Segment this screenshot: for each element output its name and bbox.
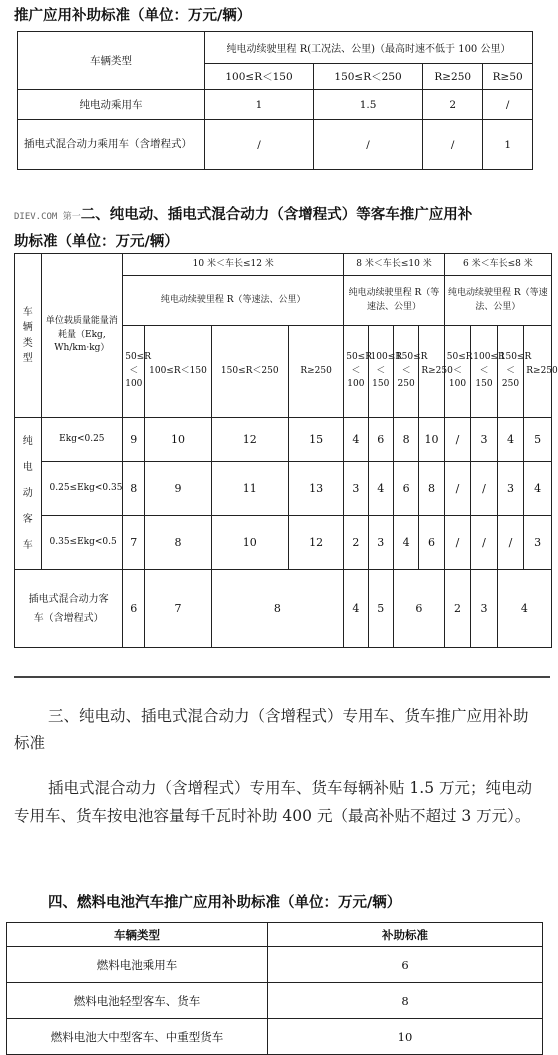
range-header: 150≤R＜250 <box>314 64 423 90</box>
table-cell: 1.5 <box>314 90 423 120</box>
range-header: 50≤R＜100 <box>123 326 145 418</box>
table-cell: / <box>444 516 471 570</box>
row-label: 纯电动乘用车 <box>18 90 205 120</box>
table-cell: 8 <box>393 418 418 462</box>
table-cell: / <box>423 120 483 170</box>
table-cell: 9 <box>145 462 211 516</box>
table-cell: 3 <box>368 516 393 570</box>
table-cell: 2 <box>444 570 471 648</box>
range-header: 50≤R＜100 <box>444 326 471 418</box>
ekg-label: 0.25≤Ekg<0.35 <box>41 462 123 516</box>
ekg-label: Ekg<0.25 <box>41 418 123 462</box>
length-group-header: 6 米＜车长≤8 米 <box>444 254 551 276</box>
table-cell: 4 <box>497 570 551 648</box>
table-cell: 12 <box>288 516 343 570</box>
watermark: DIEV.COM 第一 <box>14 212 81 222</box>
section3-title: 三、纯电动、插电式混合动力（含增程式）专用车、货车推广应用补助标准 <box>14 707 529 752</box>
passenger-car-subsidy-table <box>17 31 533 170</box>
vehicle-type-cell: 燃料电池轻型客车、货车 <box>7 983 268 1019</box>
table-cell: 10 <box>419 418 444 462</box>
length-group-header: 10 米＜车长≤12 米 <box>123 254 344 276</box>
table-cell: 6 <box>368 418 393 462</box>
energy-consumption-header: 单位载质量能量消耗量（Ekg, Wh/km·kg） <box>41 254 123 418</box>
table-cell: 5 <box>368 570 393 648</box>
section1-title: 推广应用补助标准（单位：万元/辆） <box>14 8 252 24</box>
row-label: 插电式混合动力乘用车（含增程式） <box>18 120 205 170</box>
section2-title-line2: 助标准（单位：万元/辆） <box>14 234 179 250</box>
table-cell: / <box>471 462 498 516</box>
table-cell: 1 <box>205 90 314 120</box>
ekg-label: 0.35≤Ekg<0.5 <box>41 516 123 570</box>
table-cell: / <box>444 418 471 462</box>
divider <box>14 676 550 678</box>
range-header: 100≤R＜150 <box>145 326 211 418</box>
table-cell: 4 <box>344 570 368 648</box>
table-cell: / <box>444 462 471 516</box>
table-cell: 3 <box>471 570 498 648</box>
subsidy-cell: 10 <box>268 1019 543 1055</box>
table-cell: 6 <box>393 570 444 648</box>
vehicle-type-header: 车辆类型 <box>15 254 42 418</box>
section3-paragraph: 插电式混合动力（含增程式）专用车、货车每辆补贴 1.5 万元；纯电动专用车、货车按电池容量每千瓦时补助 400 元（最高补贴不超过 3 万元）。 <box>14 779 533 825</box>
range-header: 100≤R＜150 <box>368 326 393 418</box>
table-cell: 11 <box>211 462 288 516</box>
bus-subsidy-table <box>14 253 558 648</box>
range-header: R≥50 <box>483 64 533 90</box>
range-label: 纯电动续驶里程 R（等速法、公里） <box>444 276 551 326</box>
table-cell: 6 <box>393 462 418 516</box>
table-cell: 4 <box>368 462 393 516</box>
table-cell: 4 <box>344 418 368 462</box>
table-cell: 3 <box>497 462 524 516</box>
range-label: 纯电动续驶里程 R（等速法、公里） <box>123 276 344 326</box>
range-header: 150≤R＜250 <box>211 326 288 418</box>
length-group-header: 8 米＜车长≤10 米 <box>344 254 445 276</box>
table-cell: 9 <box>123 418 145 462</box>
subsidy-header: 补助标准 <box>268 923 543 947</box>
table-cell: 1 <box>483 120 533 170</box>
range-header: 100≤R＜150 <box>205 64 314 90</box>
fuel-cell-subsidy-table <box>6 922 543 1055</box>
range-header: 100≤R＜150 <box>471 326 498 418</box>
table-cell: 3 <box>344 462 368 516</box>
table-cell: / <box>314 120 423 170</box>
table-corner-header: 车辆类型 <box>18 32 205 90</box>
table-cell: 3 <box>524 516 552 570</box>
range-header: R≥250 <box>288 326 343 418</box>
phev-bus-label: 插电式混合动力客车（含增程式） <box>15 570 123 648</box>
table-cell: 5 <box>524 418 552 462</box>
range-header: R≥250 <box>419 326 444 418</box>
section2-title-line1: DIEV.COM 第一二、纯电动、插电式混合动力（含增程式）等客车推广应用补 <box>14 207 473 223</box>
table-cell: 7 <box>123 516 145 570</box>
table-cell: 4 <box>524 462 552 516</box>
subsidy-cell: 8 <box>268 983 543 1019</box>
table-cell: 7 <box>145 570 211 648</box>
table-cell: 10 <box>211 516 288 570</box>
table-cell: / <box>483 90 533 120</box>
range-header: 150≤R＜250 <box>497 326 524 418</box>
range-label: 纯电动续驶里程 R（等速法、公里） <box>344 276 445 326</box>
table-cell: 10 <box>145 418 211 462</box>
table-cell: 2 <box>344 516 368 570</box>
table-cell: 6 <box>419 516 444 570</box>
vehicle-type-header: 车辆类型 <box>7 923 268 947</box>
table-cell: / <box>471 516 498 570</box>
table-cell: 13 <box>288 462 343 516</box>
vehicle-type-cell: 燃料电池大中型客车、中重型货车 <box>7 1019 268 1055</box>
table-cell: / <box>205 120 314 170</box>
range-header: R≥250 <box>423 64 483 90</box>
table-cell: / <box>497 516 524 570</box>
table-cell: 2 <box>423 90 483 120</box>
bev-bus-label: 纯电动客车 <box>15 418 42 570</box>
table-cell: 4 <box>497 418 524 462</box>
table-cell: 12 <box>211 418 288 462</box>
range-header: R≥250 <box>524 326 552 418</box>
section4-title: 四、燃料电池汽车推广应用补助标准（单位：万元/辆） <box>48 895 402 911</box>
table-cell: 3 <box>471 418 498 462</box>
range-group-header: 纯电动续驶里程 R(工况法、公里)（最高时速不低于 100 公里） <box>205 32 533 64</box>
table-cell: 8 <box>211 570 344 648</box>
range-header: 150≤R＜250 <box>393 326 418 418</box>
subsidy-cell: 6 <box>268 947 543 983</box>
table-cell: 8 <box>123 462 145 516</box>
range-header: 50≤R＜100 <box>344 326 368 418</box>
table-cell: 8 <box>145 516 211 570</box>
table-cell: 8 <box>419 462 444 516</box>
table-cell: 4 <box>393 516 418 570</box>
table-cell: 15 <box>288 418 343 462</box>
vehicle-type-cell: 燃料电池乘用车 <box>7 947 268 983</box>
table-cell: 6 <box>123 570 145 648</box>
